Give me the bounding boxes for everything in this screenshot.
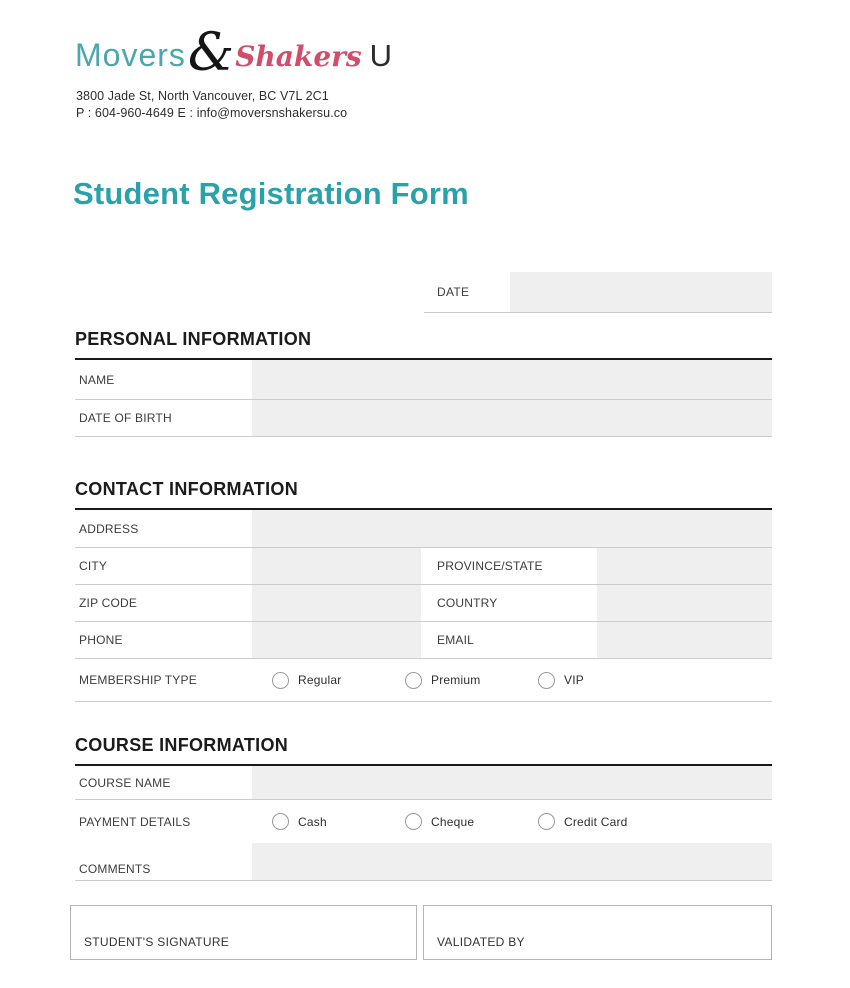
personal-information-heading: PERSONAL INFORMATION (75, 328, 772, 360)
province-input[interactable] (597, 548, 772, 584)
payment-cash-radio[interactable] (272, 813, 289, 830)
membership-regular-radio[interactable] (272, 672, 289, 689)
country-label: COUNTRY (437, 596, 498, 610)
payment-radio-group (252, 813, 628, 830)
address-row (75, 510, 772, 548)
name-label: NAME (79, 372, 115, 387)
logo (75, 23, 393, 83)
phone-label: PHONE (79, 633, 123, 647)
province-label: PROVINCE/STATE (437, 559, 543, 573)
membership-regular-label: Regular (298, 673, 342, 687)
membership-type-label: MEMBERSHIP TYPE (79, 673, 197, 687)
address-line-2: P : 604-960-4649 E : info@moversnshakersu.co (76, 106, 348, 120)
address-label: ADDRESS (79, 521, 139, 536)
date-row (424, 272, 772, 313)
membership-vip-radio[interactable] (538, 672, 555, 689)
comments-row (75, 843, 772, 881)
email-label: EMAIL (437, 633, 475, 647)
logo-ampersand-text: & (187, 23, 235, 83)
section-personal-information (75, 328, 772, 437)
contact-information-heading: CONTACT INFORMATION (75, 478, 772, 510)
comments-input[interactable] (252, 843, 772, 880)
payment-credit-card-label: Credit Card (564, 814, 628, 829)
payment-details-label: PAYMENT DETAILS (79, 814, 191, 829)
email-input[interactable] (597, 622, 772, 658)
course-information-heading: COURSE INFORMATION (75, 734, 772, 766)
dob-label: DATE OF BIRTH (79, 411, 172, 425)
city-input[interactable] (252, 548, 421, 584)
zip-country-row (75, 585, 772, 622)
payment-credit-card-option[interactable] (538, 813, 628, 830)
signature-row (70, 905, 772, 960)
student-signature-box[interactable] (70, 905, 417, 960)
logo-shakers-text: Shakers (235, 40, 362, 73)
membership-vip-option[interactable] (538, 672, 584, 689)
comments-label: COMMENTS (79, 862, 151, 876)
address-line-1: 3800 Jade St, North Vancouver, BC V7L 2C1 (76, 89, 329, 103)
logo-u-text: U (369, 38, 393, 73)
page-title: Student Registration Form (73, 176, 469, 211)
city-province-row (75, 548, 772, 585)
logo-movers-text: Movers (75, 37, 186, 73)
membership-premium-radio[interactable] (405, 672, 422, 689)
section-contact-information (75, 478, 772, 702)
company-address (76, 88, 347, 122)
zip-label: ZIP CODE (79, 596, 138, 610)
membership-type-row (75, 659, 772, 702)
phone-email-row (75, 622, 772, 659)
course-name-row (75, 766, 772, 800)
payment-cash-label: Cash (298, 814, 327, 829)
course-name-label: COURSE NAME (79, 775, 171, 790)
membership-vip-label: VIP (564, 673, 584, 687)
payment-cheque-option[interactable] (405, 813, 538, 830)
city-label: CITY (79, 559, 108, 573)
membership-regular-option[interactable] (272, 672, 405, 689)
membership-premium-option[interactable] (405, 672, 538, 689)
section-course-information (75, 734, 772, 881)
name-row (75, 360, 772, 400)
date-label: DATE (437, 285, 470, 299)
name-input[interactable] (252, 360, 772, 399)
payment-cheque-label: Cheque (431, 814, 475, 829)
date-input[interactable] (510, 272, 772, 312)
dob-row (75, 400, 772, 437)
payment-cheque-radio[interactable] (405, 813, 422, 830)
zip-input[interactable] (252, 585, 421, 621)
membership-radio-group (252, 672, 584, 689)
payment-credit-card-radio[interactable] (538, 813, 555, 830)
payment-details-row (75, 800, 772, 843)
payment-cash-option[interactable] (272, 813, 405, 830)
student-signature-label: STUDENT'S SIGNATURE (84, 935, 230, 949)
validated-by-box[interactable] (423, 905, 772, 960)
phone-input[interactable] (252, 622, 421, 658)
membership-premium-label: Premium (431, 673, 481, 687)
country-input[interactable] (597, 585, 772, 621)
course-name-input[interactable] (252, 766, 772, 799)
address-input[interactable] (252, 510, 772, 547)
validated-by-label: VALIDATED BY (437, 935, 525, 949)
dob-input[interactable] (252, 400, 772, 436)
